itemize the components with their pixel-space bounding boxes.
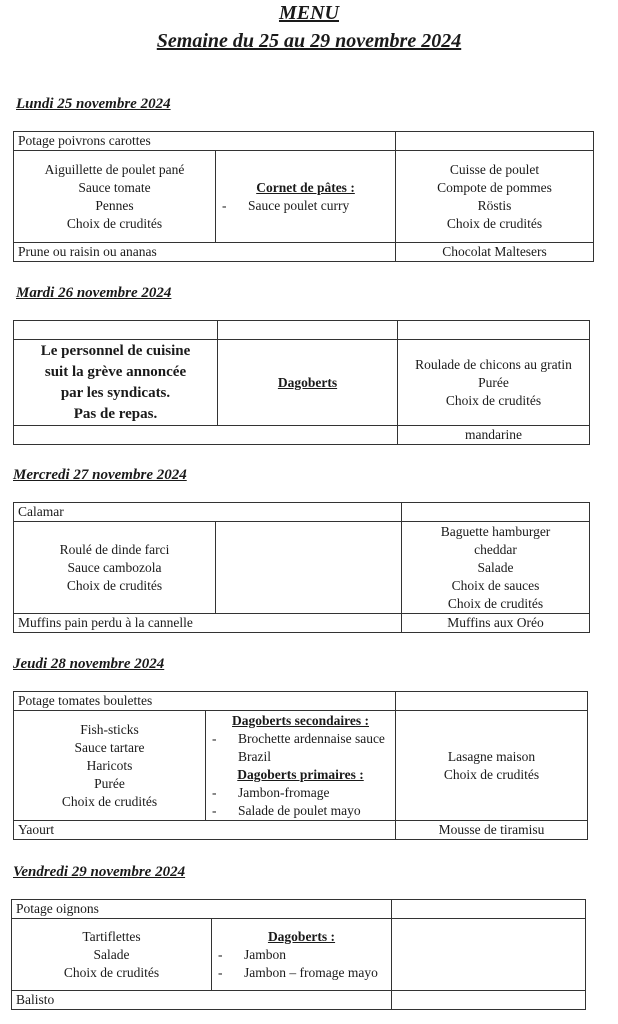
- dish-line: cheddar: [474, 541, 517, 557]
- alternative-header: Dagoberts :: [267, 928, 336, 944]
- dish-line: Purée: [478, 374, 509, 390]
- menu-table-thursday: [13, 691, 588, 840]
- third-dish-cell: [396, 151, 594, 243]
- third-dish-cell: [398, 340, 590, 426]
- dish-line: Cuisse de poulet: [449, 161, 540, 177]
- empty-cell: [396, 692, 588, 711]
- alternative-item: - Jambon: [216, 946, 387, 964]
- dessert-cell-right: Mousse de tiramisu: [396, 821, 588, 840]
- dish-line: Purée: [94, 775, 125, 791]
- third-dish-cell: [396, 711, 588, 821]
- alternative-header: Dagoberts secondaires :: [232, 712, 369, 728]
- dessert-cell-right: Chocolat Maltesers: [396, 243, 594, 262]
- main-dish-cell: [14, 711, 206, 821]
- empty-cell: [396, 132, 594, 151]
- alternative-item: - Sauce poulet curry: [220, 197, 391, 215]
- dish-line: Choix de crudités: [443, 766, 540, 782]
- alternative-cell: [212, 919, 392, 991]
- dish-line: Salade: [93, 946, 130, 962]
- strike-notice-cell: [14, 340, 218, 426]
- dish-line: Choix de crudités: [66, 215, 163, 231]
- alternative-header: Cornet de pâtes :: [256, 179, 355, 195]
- day-heading-monday: Lundi 25 novembre 2024: [16, 96, 171, 112]
- day-heading-tuesday: Mardi 26 novembre 2024: [16, 285, 172, 301]
- menu-table-monday: [13, 131, 594, 262]
- empty-cell: [392, 900, 586, 919]
- empty-cell: [14, 321, 218, 340]
- alternative-item: - Jambon-fromage: [210, 784, 391, 802]
- main-dish-cell: [12, 919, 212, 991]
- dish-line: Sauce tomate: [78, 179, 151, 195]
- dish-line: Choix de crudités: [447, 595, 544, 611]
- dish-line: Pennes: [95, 197, 134, 213]
- alternative-item: - Brochette ardennaise sauce Brazil: [210, 730, 391, 766]
- dish-line: Röstis: [477, 197, 512, 213]
- alternative-item: - Jambon – fromage mayo: [216, 964, 387, 982]
- dish-line: Salade: [477, 559, 514, 575]
- soup-cell: Potage poivrons carottes: [14, 132, 396, 151]
- soup-cell: Calamar: [14, 503, 402, 522]
- soup-cell: Potage tomates boulettes: [14, 692, 396, 711]
- week-title: Semaine du 25 au 29 novembre 2024: [156, 30, 462, 52]
- dish-line: Lasagne maison: [447, 748, 536, 764]
- main-dish-cell: [14, 151, 216, 243]
- empty-cell: [392, 919, 586, 991]
- dish-line: Compote de pommes: [437, 179, 552, 195]
- alternative-cell: [216, 522, 402, 614]
- alternative-cell: [218, 340, 398, 426]
- dish-line: Aiguillette de poulet pané: [44, 161, 185, 177]
- dish-line: Baguette hamburger: [440, 523, 551, 539]
- menu-table-friday: [11, 899, 586, 1010]
- dish-line: Choix de crudités: [61, 793, 158, 809]
- dish-line: Fish-sticks: [80, 721, 139, 737]
- dessert-cell-right: mandarine: [398, 426, 590, 445]
- dessert-cell: Balisto: [12, 991, 392, 1010]
- menu-table-tuesday: [13, 320, 590, 445]
- alternative-cell: [206, 711, 396, 821]
- third-dish-cell: [402, 522, 590, 614]
- dessert-cell: Prune ou raisin ou ananas: [14, 243, 396, 262]
- dish-line: Tartiflettes: [82, 928, 141, 944]
- dish-line: Choix de sauces: [451, 577, 540, 593]
- empty-cell: [392, 991, 586, 1010]
- alternative-header: Dagoberts: [277, 374, 338, 390]
- notice-line: Le personnel de cuisine: [40, 342, 191, 359]
- day-heading-friday: Vendredi 29 novembre 2024: [13, 864, 186, 880]
- alternative-header: Dagoberts primaires :: [237, 766, 364, 782]
- dish-line: Roulade de chicons au gratin: [415, 356, 572, 372]
- dessert-cell: Yaourt: [14, 821, 396, 840]
- menu-title: MENU: [278, 2, 339, 24]
- notice-line: Pas de repas.: [73, 405, 158, 422]
- day-heading-wednesday: Mercredi 27 novembre 2024: [13, 467, 187, 483]
- dish-line: Choix de crudités: [445, 392, 542, 408]
- main-dish-cell: [14, 522, 216, 614]
- menu-table-wednesday: [13, 502, 590, 633]
- dish-line: Sauce tartare: [74, 739, 145, 755]
- empty-cell: [398, 321, 590, 340]
- notice-line: par les syndicats.: [60, 384, 171, 401]
- dish-line: Choix de crudités: [66, 577, 163, 593]
- dish-line: Choix de crudités: [63, 964, 160, 980]
- dessert-cell: [14, 426, 398, 445]
- soup-cell: Potage oignons: [12, 900, 392, 919]
- empty-cell: [402, 503, 590, 522]
- dish-line: Roulé de dinde farci: [59, 541, 170, 557]
- dish-line: Choix de crudités: [446, 215, 543, 231]
- notice-line: suit la grève annoncée: [44, 363, 187, 380]
- alternative-cell: [216, 151, 396, 243]
- dish-line: Haricots: [86, 757, 133, 773]
- day-heading-thursday: Jeudi 28 novembre 2024: [13, 656, 165, 672]
- dish-line: Sauce cambozola: [67, 559, 162, 575]
- alternative-item: - Salade de poulet mayo: [210, 802, 391, 820]
- empty-cell: [218, 321, 398, 340]
- dessert-cell-right: Muffins aux Oréo: [402, 614, 590, 633]
- dessert-cell: Muffins pain perdu à la cannelle: [14, 614, 402, 633]
